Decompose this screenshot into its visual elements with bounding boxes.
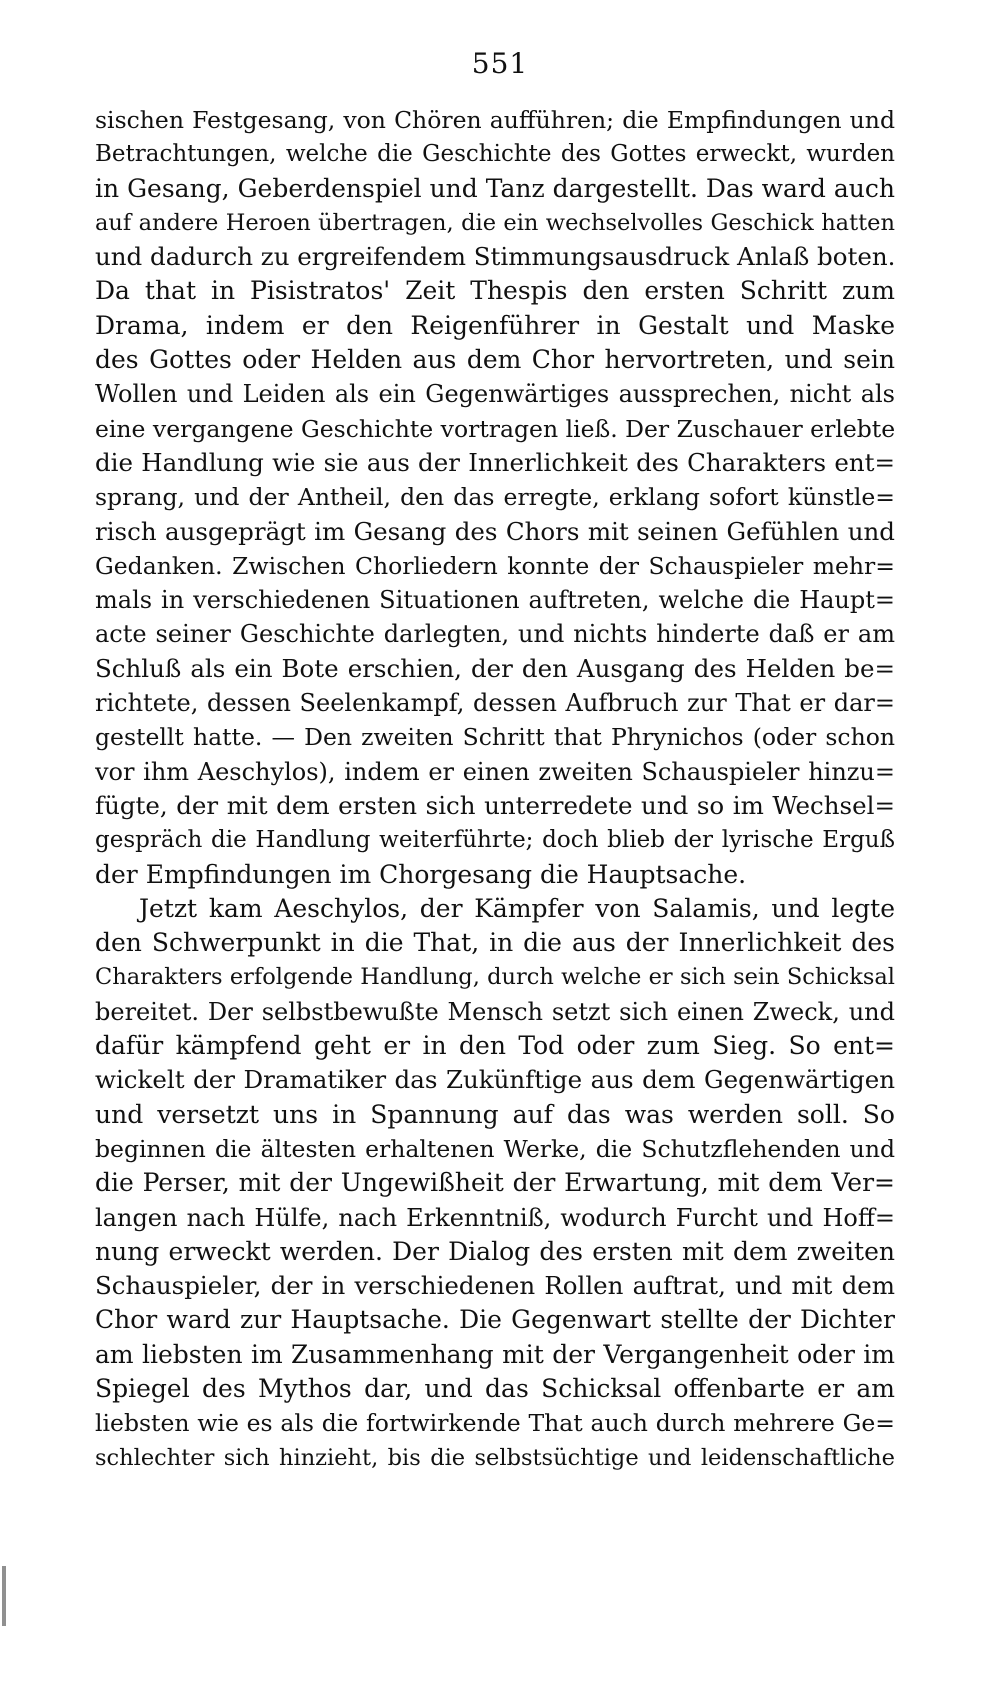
text-line: Betrachtungen, welche die Geschichte des Gottes erweckt, wurden <box>95 141 895 168</box>
text-line: den Schwerpunkt in die That, in die aus der Innerlichkeit des <box>95 928 895 958</box>
text-line: eine vergangene Geschichte vortragen ließ. Der Zuschauer erlebte <box>95 414 895 443</box>
text-line: und dadurch zu ergreifendem Stimmungsausdruck Anlaß boten. <box>95 242 895 272</box>
text-line: Gedanken. Zwischen Chorliedern konnte der Schauspieler mehr= <box>95 551 895 580</box>
text-line: richtete, dessen Seelenkampf, dessen Aufbruch zur That er dar= <box>95 689 895 718</box>
text-line: in Gesang, Geberdenspiel und Tanz dargestellt. Das ward auch <box>95 173 895 203</box>
text-line: die Perser, mit der Ungewißheit der Erwartung, mit dem Ver= <box>95 1168 895 1198</box>
text-line: Drama, indem er den Reigenführer in Gestalt und Maske <box>95 310 895 340</box>
text-line: acte seiner Geschichte darlegten, und nichts hinderte daß er am <box>95 620 895 649</box>
text-line: sprang, und der Antheil, den das erregte, erklang sofort künstle= <box>95 483 895 512</box>
text-line: die Handlung wie sie aus der Innerlichkeit des Charakters ent= <box>95 447 895 477</box>
text-line: nung erweckt werden. Der Dialog des ersten mit dem zweiten <box>95 1236 895 1266</box>
text-line: beginnen die ältesten erhaltenen Werke, die Schutzflehenden und <box>95 1134 895 1163</box>
text-line: am liebsten im Zusammenhang mit der Vergangenheit oder im <box>95 1339 895 1369</box>
text-line: liebsten wie es als die fortwirkende That auch durch mehrere Ge= <box>95 1409 895 1438</box>
body-text <box>95 103 895 1475</box>
text-line: schlechter sich hinzieht, bis die selbstsüchtige und leidenschaftliche <box>95 1444 895 1471</box>
text-line: bereitet. Der selbstbewußte Mensch setzt sich einen Zweck, und <box>95 997 895 1026</box>
text-line: mals in verschiedenen Situationen auftreten, welche die Haupt= <box>95 586 895 615</box>
text-line: wickelt der Dramatiker das Zukünftige aus dem Gegenwärtigen <box>95 1065 895 1095</box>
page-number: 551 <box>471 47 529 80</box>
text-line: Charakters erfolgende Handlung, durch welche er sich sein Schicksal <box>95 964 895 991</box>
text-line: vor ihm Aeschylos), indem er einen zweiten Schauspieler hinzu= <box>95 757 895 786</box>
text-line: Da that in Pisistratos' Zeit Thespis den ersten Schritt zum <box>95 276 895 306</box>
text-line: dafür kämpfend geht er in den Tod oder zum Sieg. So ent= <box>95 1031 895 1061</box>
text-line: fügte, der mit dem ersten sich unterredete und so im Wechsel= <box>95 790 895 820</box>
text-line: Chor ward zur Hauptsache. Die Gegenwart stellte der Dichter <box>95 1305 895 1335</box>
text-line: Schauspieler, der in verschiedenen Rollen auftrat, und mit dem <box>95 1271 895 1301</box>
text-line: gespräch die Handlung weiterführte; doch blieb der lyrische Erguß <box>95 827 895 854</box>
text-line: Spiegel des Mythos dar, und das Schicksal offenbarte er am <box>95 1373 895 1403</box>
text-line: auf andere Heroen übertragen, die ein wechselvolles Geschick hatten <box>95 209 895 236</box>
text-line: Wollen und Leiden als ein Gegenwärtiges aussprechen, nicht als <box>95 380 895 409</box>
text-line: Jetzt kam Aeschylos, der Kämpfer von Salamis, und legte <box>139 893 895 923</box>
text-line: der Empfindungen im Chorgesang die Hauptsache. <box>95 859 747 889</box>
text-line: Schluß als ein Bote erschien, der den Ausgang des Helden be= <box>95 653 895 683</box>
text-line: und versetzt uns in Spannung auf das was werden soll. So <box>95 1099 895 1129</box>
text-line: des Gottes oder Helden aus dem Chor hervortreten, und sein <box>95 345 895 375</box>
text-line: gestellt hatte. — Den zweiten Schritt that Phrynichos (oder schon <box>95 723 895 752</box>
text-line: sischen Festgesang, von Chören aufführen; die Empfindungen und <box>95 106 895 134</box>
page-edge-mark <box>2 1566 6 1626</box>
text-line: langen nach Hülfe, nach Erkenntniß, wodurch Furcht und Hoff= <box>95 1203 895 1232</box>
text-line: risch ausgeprägt im Gesang des Chors mit seinen Gefühlen und <box>95 516 895 546</box>
